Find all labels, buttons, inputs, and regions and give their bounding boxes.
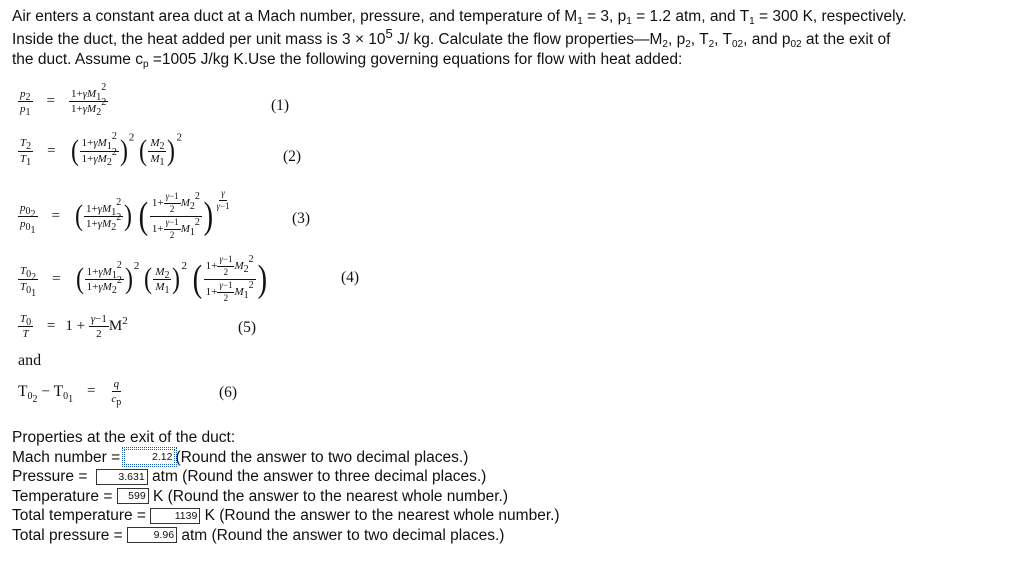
answer-hint: K (Round the answer to the nearest whole number.) bbox=[204, 507, 560, 524]
subscript: p bbox=[142, 59, 149, 70]
equation-5: $\frac{T_0}{T}$ = 1 + $\frac{\gamma-1}{2}$ $M^2$ bbox=[20, 313, 128, 341]
answer-row-mach bbox=[12, 448, 712, 468]
text-segment: , T bbox=[690, 31, 709, 48]
fraction: $\frac{1+\gamma M_1^2}{1+\gamma M_2^2}$ bbox=[70, 82, 107, 119]
answer-label: Total pressure = bbox=[12, 526, 123, 544]
equation-2: $\frac{T_2}{T_1}$ = ( $\frac{1+\gamma M_1^2}{1+\gamma M_2^2}$ )$^2$ ( $\frac{M_2}{M_1}$ )$^2$ bbox=[20, 131, 182, 168]
equation-number-3: (3) bbox=[292, 210, 311, 227]
equation-number-1: (1) bbox=[271, 97, 290, 114]
answer-hint: atm (Round the answer to two decimal places.) bbox=[181, 526, 505, 544]
and-label: and bbox=[18, 352, 42, 369]
text-segment: J/ kg. Calculate the flow properties—M bbox=[392, 31, 663, 48]
text-segment: = 300 K, respectively. bbox=[754, 8, 907, 25]
answer-row-total-pressure bbox=[12, 526, 712, 546]
total-pressure-input[interactable]: 9.96 bbox=[127, 527, 177, 543]
problem-statement bbox=[12, 7, 1016, 70]
text-segment: the duct. Assume c bbox=[12, 51, 143, 68]
text-segment: Air enters a constant area duct at a Mach number, pressure, and temperature of M bbox=[12, 8, 578, 25]
subscript: 2 bbox=[662, 39, 668, 50]
text-segment: Inside the duct, the heat added per unit mass is 3 × 10 bbox=[12, 31, 386, 48]
superscript: 5 bbox=[385, 26, 393, 41]
equation-3: $\frac{p_{0_2}}{p_{0_1}}$ = ( $\frac{1+\gamma M_1^2}{1+\gamma M_2^2}$ ) ( 1+ $\frac{\gamma-1}{2}$ $M_2^2$ 1+ $\frac{\gamma-1}{2}$ $M_1^2$ ) $\frac{\gamma}{\gamma-1}$ bbox=[20, 188, 230, 240]
problem-line-2 bbox=[12, 26, 1016, 50]
equation-number-2: (2) bbox=[283, 148, 302, 165]
equation-number-5: (5) bbox=[238, 319, 257, 336]
equation-6: $T_{0_2} - T_{0_1}$ = $\frac{q}{c_p}$ bbox=[18, 378, 122, 409]
subscript: 1 bbox=[577, 16, 583, 27]
text-segment: = 1.2 atm, and T bbox=[631, 8, 750, 25]
answer-label: Total temperature = bbox=[12, 507, 146, 524]
subscript: 02 bbox=[790, 39, 802, 50]
text-segment: , and p bbox=[743, 31, 791, 48]
answers-section bbox=[12, 428, 712, 545]
text-segment: = 3, p bbox=[582, 8, 627, 25]
answer-label: Pressure = bbox=[12, 468, 88, 485]
problem-line-3 bbox=[12, 50, 1016, 70]
equation-4: $\frac{T_{0_2}}{T_{0_1}}$ = ( $\frac{1+\gamma M_1^2}{1+\gamma M_2^2}$ )$^2$ ( $\frac{M_2}{M_1}$ )$^2$ ( 1+ $\frac{\gamma-1}{2}$ $M_2^2$ 1+ $\frac{\gamma-1}{2}$ $M_1^2$ ) bbox=[20, 253, 267, 303]
subscript: 2 bbox=[685, 39, 691, 50]
answer-hint: K (Round the answer to the nearest whole number.) bbox=[153, 487, 508, 505]
text-segment: , p bbox=[667, 31, 686, 48]
temperature-input[interactable]: 599 bbox=[117, 488, 149, 504]
answers-heading: Properties at the exit of the duct: bbox=[12, 429, 236, 446]
text-segment: , T bbox=[714, 31, 732, 48]
answer-row-temperature bbox=[12, 487, 712, 507]
pressure-input[interactable]: 3.631 bbox=[96, 469, 148, 485]
equation-1: $\frac{p_2}{p_1}$ = $\frac{1+\gamma M_1^2}{1+\gamma M_2^2}$ bbox=[20, 82, 107, 119]
subscript: 1 bbox=[749, 16, 755, 27]
subscript: 1 bbox=[626, 16, 632, 27]
text-segment: =1005 J/kg K.Use the following governing equations for flow with heat added: bbox=[148, 51, 683, 68]
total-temperature-input[interactable]: 1139 bbox=[150, 508, 200, 524]
mach-number-input[interactable]: 2.12 bbox=[124, 449, 175, 465]
answer-hint: atm (Round the answer to three decimal places.) bbox=[152, 468, 487, 485]
answer-label: Temperature = bbox=[12, 487, 113, 505]
equation-number-6: (6) bbox=[219, 384, 238, 401]
answer-row-pressure bbox=[12, 467, 712, 487]
text-segment: at the exit of bbox=[801, 31, 891, 48]
equation-number-4: (4) bbox=[341, 269, 360, 286]
answer-row-total-temperature bbox=[12, 506, 712, 526]
subscript: 2 bbox=[708, 39, 715, 50]
problem-line-1 bbox=[12, 7, 1016, 27]
answer-hint: (Round the answer to two decimal places.) bbox=[175, 448, 469, 466]
subscript: 02 bbox=[731, 39, 744, 50]
fraction: $\frac{p_2}{p_1}$ bbox=[20, 88, 31, 119]
answer-label: Mach number = bbox=[12, 448, 121, 466]
